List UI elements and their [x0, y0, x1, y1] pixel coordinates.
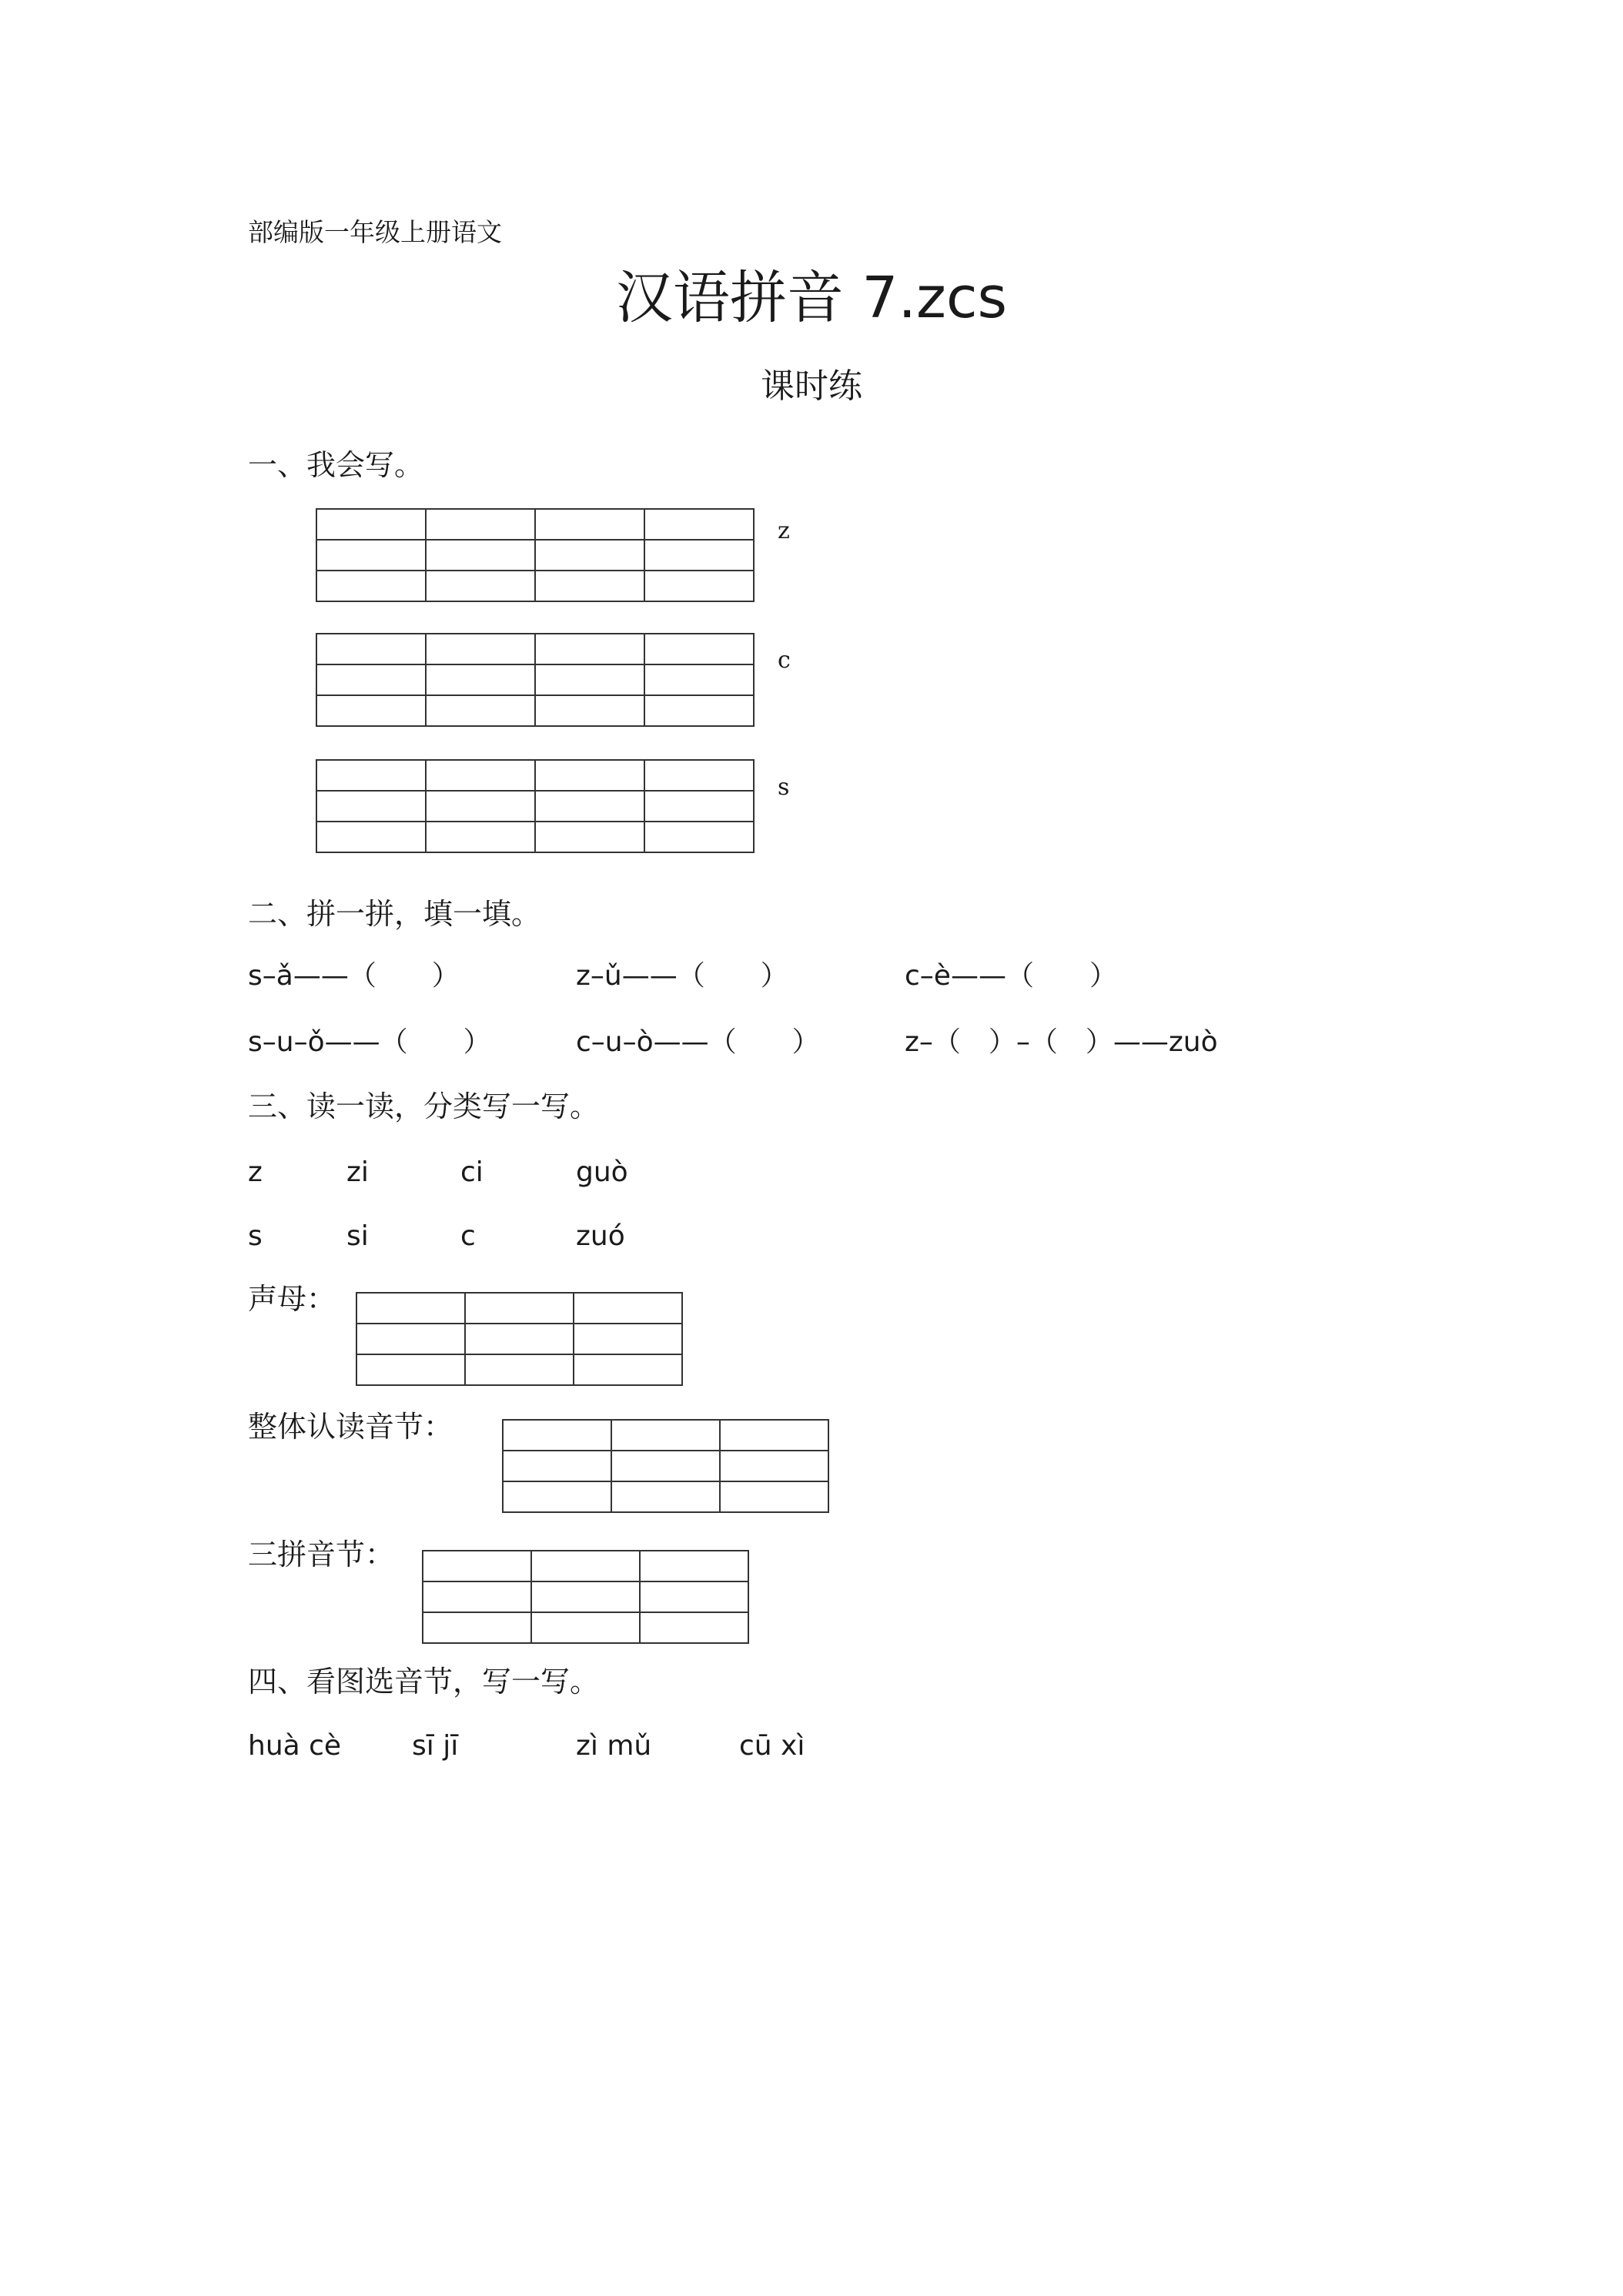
writing-grid-c[interactable]	[316, 633, 755, 727]
label-sanpin: 三拼音节：	[248, 1538, 395, 1571]
page-subtitle: 课时练	[761, 366, 862, 406]
syllable-item: huà cè	[248, 1730, 342, 1762]
page-title: 汉语拼音 7.zcs	[615, 265, 1008, 331]
pinyin-item: s	[248, 1220, 263, 1252]
section2-heading: 二、拼一拼，填一填。	[248, 897, 541, 931]
letter-s: s	[778, 774, 790, 801]
syllable-item: zì mǔ	[576, 1730, 652, 1762]
pinyin-item: ci	[460, 1156, 484, 1188]
pinyin-item: guò	[576, 1156, 628, 1188]
letter-c: c	[778, 647, 791, 674]
writing-grid-z[interactable]	[316, 508, 755, 602]
label-shengmu: 声母：	[248, 1282, 336, 1316]
syllable-item: cū xì	[739, 1730, 805, 1762]
section3-heading: 三、读一读，分类写一写。	[248, 1089, 600, 1123]
header-label: 部编版一年级上册语文	[248, 217, 502, 247]
exercise-item: z–ǔ——（ ）	[576, 960, 788, 992]
exercise-item: c–è——（ ）	[905, 960, 1117, 992]
exercise-item: s–ǎ——（ ）	[248, 960, 460, 992]
section1-heading: 一、我会写。	[248, 448, 424, 482]
grid-shengmu[interactable]	[356, 1292, 683, 1386]
exercise-item: z–（ ）–（ ）——zuò	[905, 1026, 1218, 1058]
grid-sanpin[interactable]	[422, 1550, 749, 1644]
pinyin-item: zuó	[576, 1220, 625, 1252]
section4-heading: 四、看图选音节，写一写。	[248, 1665, 600, 1699]
letter-z: z	[778, 517, 790, 544]
exercise-item: s–u–ǒ——（ ）	[248, 1026, 491, 1058]
writing-grid-s[interactable]	[316, 759, 755, 853]
pinyin-item: z	[248, 1156, 263, 1188]
pinyin-item: zi	[346, 1156, 369, 1188]
label-zhengti: 整体认读音节：	[248, 1410, 453, 1444]
grid-zhengti[interactable]	[502, 1419, 829, 1513]
pinyin-item: si	[346, 1220, 369, 1252]
exercise-item: c–u–ò——（ ）	[576, 1026, 820, 1058]
pinyin-item: c	[460, 1220, 476, 1252]
syllable-item: sī jī	[412, 1730, 459, 1762]
